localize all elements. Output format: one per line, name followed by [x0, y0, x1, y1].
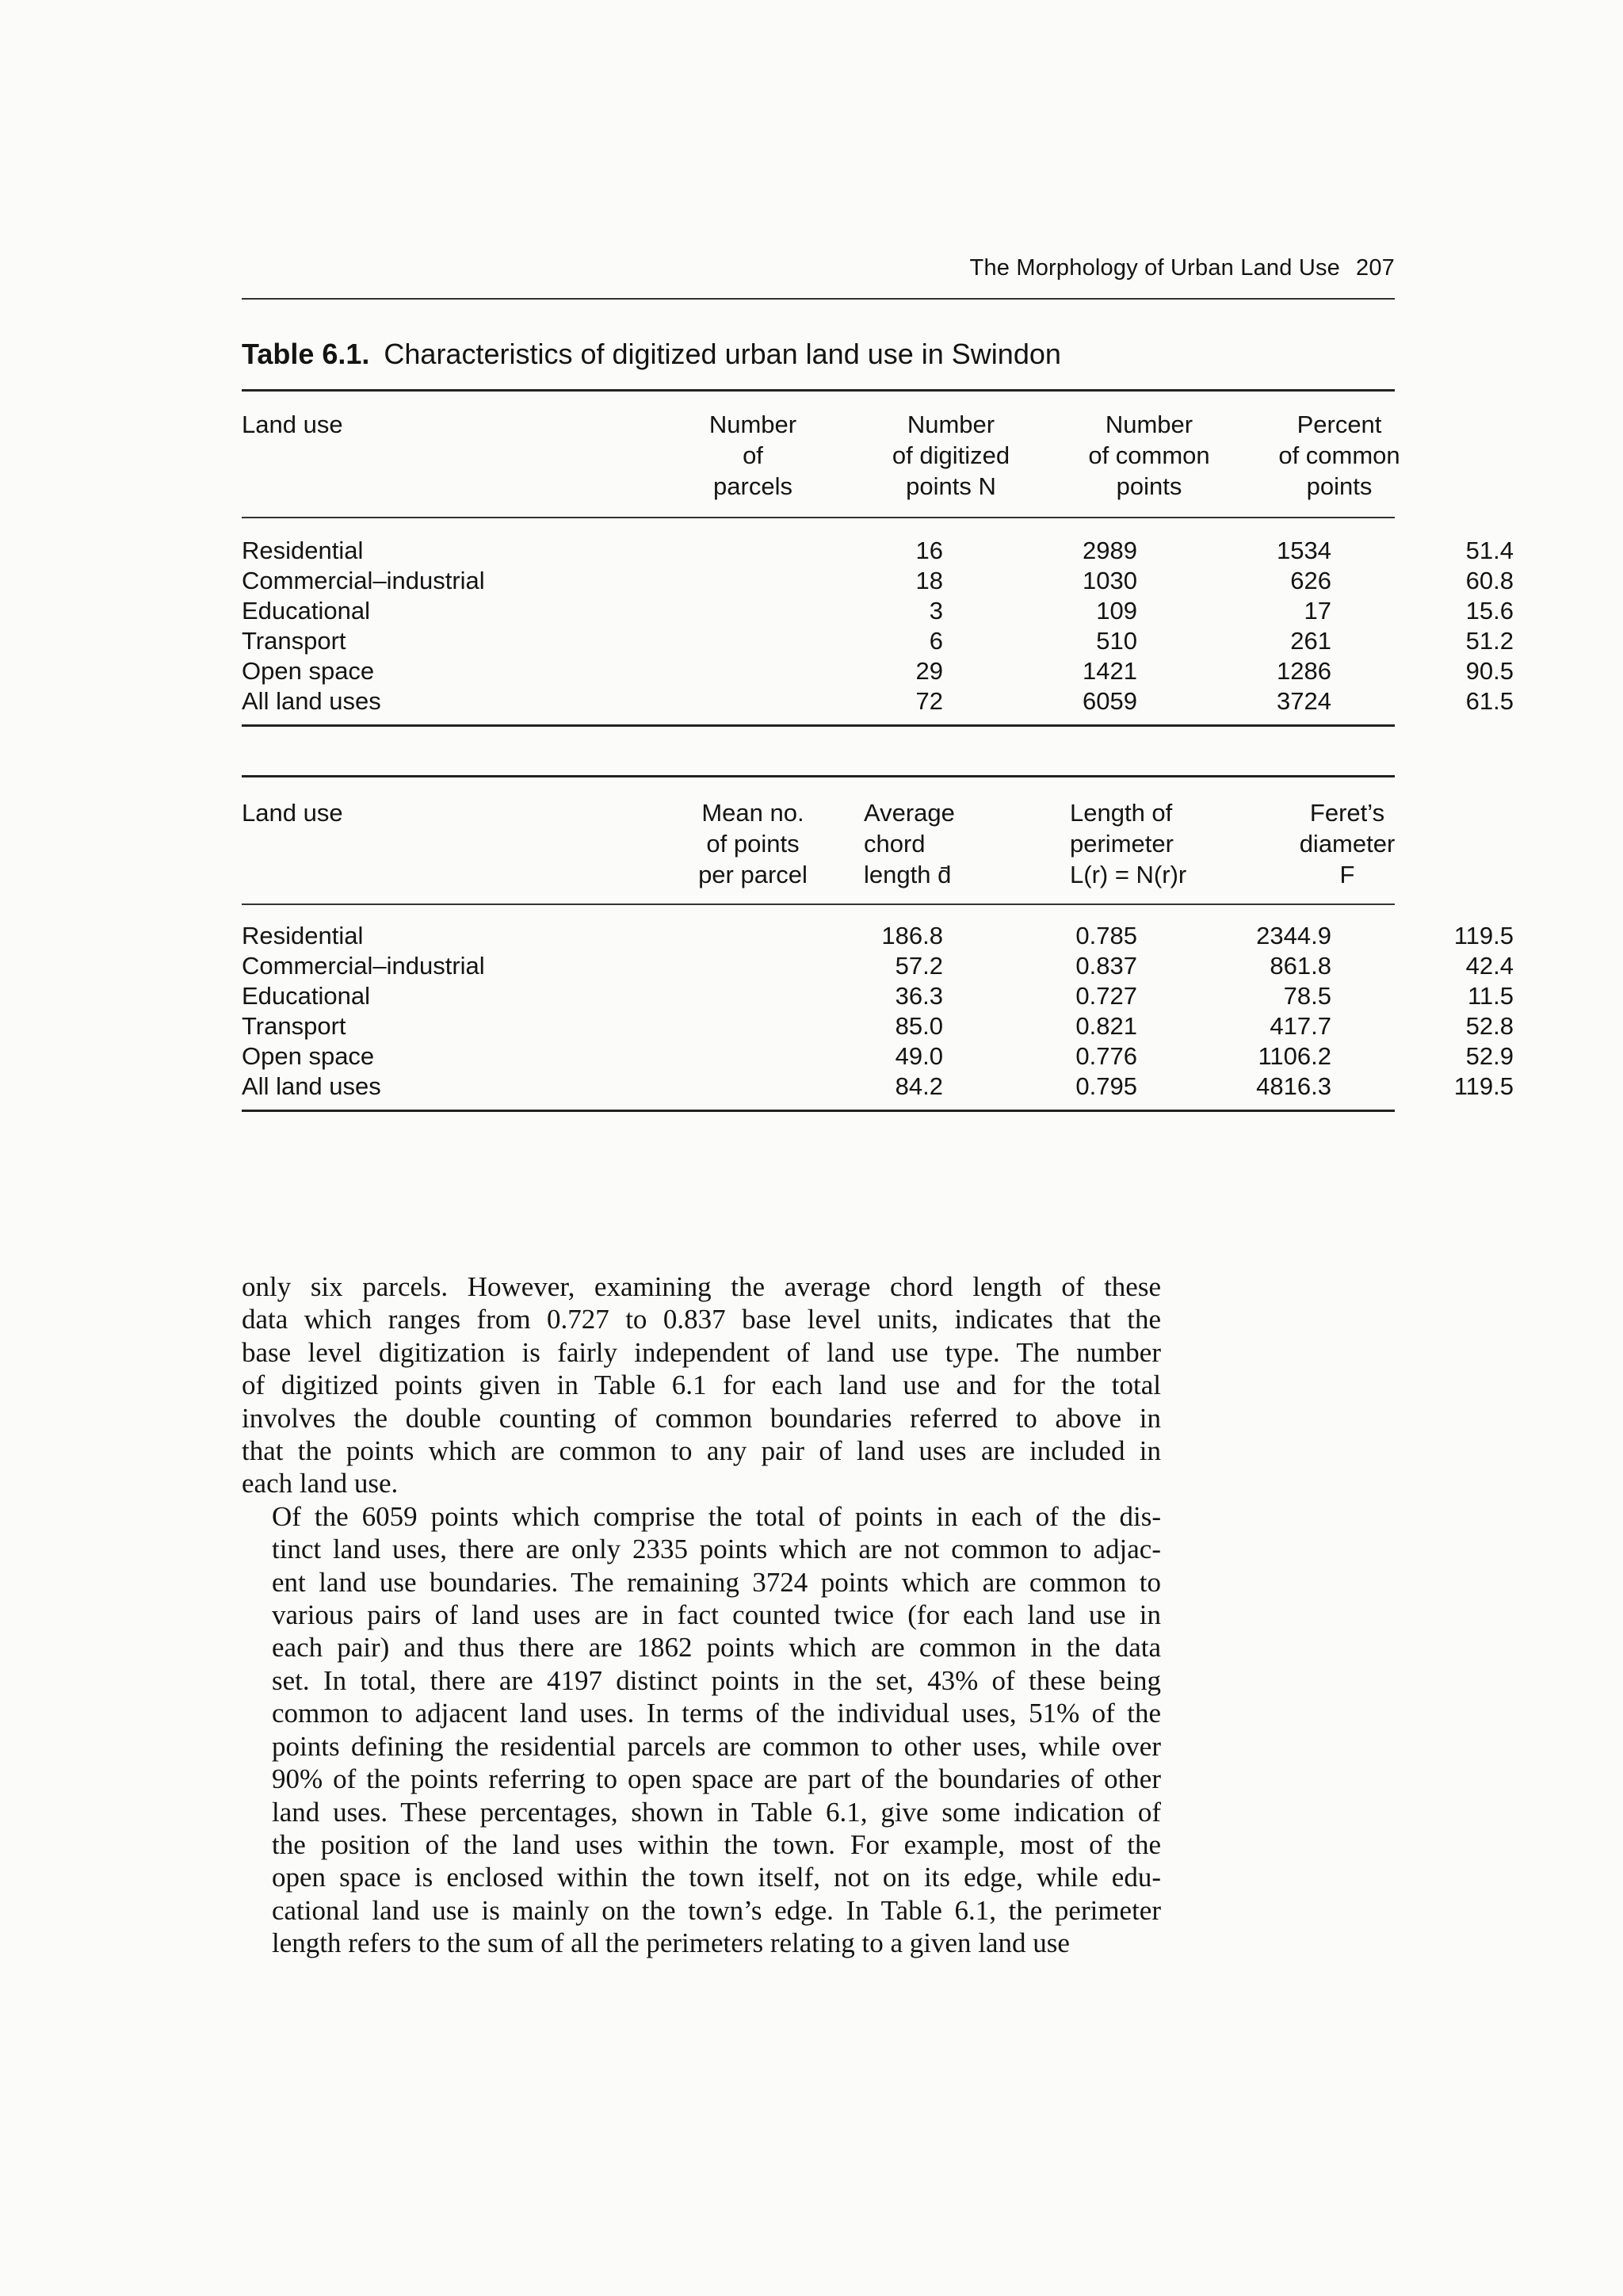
text-line: Of the 6059 points which comprise the total of points in each of the dis-: [272, 1500, 1161, 1532]
land-use-cell: All land uses: [242, 1072, 381, 1100]
table-bottom-row: [242, 1041, 1514, 1072]
land-use-cell: Transport: [242, 627, 346, 655]
table-bottom-top-rule: [242, 775, 1395, 777]
value-cell-3: 417.7: [1270, 1012, 1331, 1040]
value-cell-2: 0.776: [1075, 1042, 1137, 1070]
value-cell-4: 11.5: [1467, 982, 1514, 1010]
value-cell-4: 51.2: [1465, 627, 1514, 655]
text-line: points defining the residential parcels are common to other uses, while over: [272, 1730, 1161, 1762]
text-line: of digitized points given in Table 6.1 for each land use and for the total: [242, 1370, 1161, 1401]
value-cell-4: 52.9: [1465, 1042, 1514, 1070]
land-use-cell: Open space: [242, 657, 375, 685]
running-header-title: The Morphology of Urban Land Use: [969, 255, 1340, 281]
value-cell-1: 57.2: [895, 952, 943, 980]
value-cell-3: 261: [1290, 627, 1331, 655]
text-line: cational land use is mainly on the town’s edge. In Table 6.1, the perimeter: [272, 1894, 1161, 1926]
value-cell-1: 18: [915, 567, 943, 594]
table-top-bottom-rule: [242, 724, 1395, 727]
table-top-header-percent-common: Percent of common points: [1278, 411, 1400, 500]
value-cell-2: 2989: [1083, 537, 1137, 564]
text-line: that the points which are common to any pair of land uses are included in: [242, 1435, 1161, 1467]
table-bottom-header-chord-length: Average chord length d̄: [864, 799, 955, 888]
value-cell-3: 3724: [1277, 687, 1331, 715]
text-line: set. In total, there are 4197 distinct points in the set, 43% of these being: [272, 1664, 1161, 1696]
table-top-body: [242, 536, 1514, 716]
land-use-cell: Commercial–industrial: [242, 952, 485, 980]
value-cell-4: 119.5: [1453, 922, 1514, 949]
text-line: various pairs of land uses are in fact counted twice (for each land use in: [272, 1599, 1161, 1631]
text-line: only six parcels. However, examining the average chord length of these: [242, 1271, 1161, 1302]
value-cell-1: 49.0: [895, 1042, 943, 1070]
value-cell-3: 626: [1290, 567, 1331, 594]
value-cell-3: 17: [1304, 597, 1331, 625]
value-cell-1: 85.0: [895, 1012, 943, 1040]
value-cell-3: 1286: [1277, 657, 1331, 685]
value-cell-4: 51.4: [1465, 537, 1514, 564]
table-bottom-row: [242, 981, 1514, 1011]
value-cell-2: 0.785: [1075, 922, 1137, 949]
table-bottom-row: [242, 1011, 1514, 1041]
text-line: involves the double counting of common boundaries referred to above in: [242, 1402, 1161, 1434]
body-text: [242, 1270, 1161, 1960]
value-cell-1: 72: [915, 687, 943, 715]
value-cell-1: 6: [929, 627, 943, 655]
table-top-row: [242, 626, 1514, 656]
table-bottom-header-mean-points: Mean no. of points per parcel: [698, 799, 808, 888]
table-bottom-row: [242, 921, 1514, 951]
land-use-cell: Open space: [242, 1042, 375, 1070]
value-cell-2: 6059: [1083, 687, 1137, 715]
table-caption-label: Table 6.1.: [242, 338, 370, 370]
value-cell-4: 15.6: [1465, 597, 1514, 625]
land-use-cell: Commercial–industrial: [242, 567, 485, 594]
table-top-row: [242, 536, 1514, 566]
value-cell-2: 0.821: [1075, 1012, 1137, 1040]
table-bottom-header-perimeter: Length of perimeter L(r) = N(r)r: [1070, 799, 1187, 888]
value-cell-1: 186.8: [881, 922, 943, 949]
table-top-row: [242, 656, 1514, 686]
value-cell-2: 109: [1096, 597, 1137, 625]
value-cell-1: 3: [929, 597, 943, 625]
text-line: data which ranges from 0.727 to 0.837 base level units, indicates that the: [242, 1304, 1161, 1335]
value-cell-2: 510: [1096, 627, 1137, 655]
table-top-row: [242, 566, 1514, 596]
land-use-cell: Residential: [242, 537, 364, 564]
value-cell-3: 2344.9: [1256, 922, 1331, 949]
table-top-rule: [242, 389, 1395, 392]
land-use-cell: Transport: [242, 1012, 346, 1040]
table-bottom-bottom-rule: [242, 1110, 1395, 1112]
text-line: length refers to the sum of all the perimeters relating to a given land use: [272, 1927, 1070, 1959]
table-bottom-header-feret: Feret’s diameter F: [1299, 799, 1396, 888]
table-top-header-parcels: Number of parcels: [708, 411, 797, 500]
table-top-header-rule: [242, 517, 1395, 518]
text-line: tinct land uses, there are only 2335 points which are not common to adjac-: [272, 1534, 1161, 1565]
table-bottom-header-land-use: Land use: [242, 799, 343, 827]
text-line: the position of the land uses within the town. For example, most of the: [272, 1828, 1161, 1860]
value-cell-3: 1106.2: [1258, 1042, 1331, 1070]
running-header: [242, 255, 1395, 281]
value-cell-4: 119.5: [1453, 1072, 1514, 1100]
value-cell-3: 861.8: [1270, 952, 1331, 980]
land-use-cell: Residential: [242, 922, 364, 949]
value-cell-4: 61.5: [1465, 687, 1514, 715]
table-caption: [242, 338, 1395, 371]
land-use-cell: All land uses: [242, 687, 381, 715]
table-top-header-land-use: Land use: [242, 411, 343, 438]
text-line: land uses. These percentages, shown in Table 6.1, give some indication of: [272, 1796, 1161, 1828]
paragraph-1: [242, 1270, 1161, 1500]
text-line: common to adjacent land uses. In terms of the individual uses, 51% of the: [272, 1698, 1161, 1729]
value-cell-1: 84.2: [895, 1072, 943, 1100]
table-caption-text: Characteristics of digitized urban land use in Swindon: [384, 338, 1061, 370]
value-cell-3: 4816.3: [1256, 1072, 1331, 1100]
table-top-header-digitized-points: Number of digitized points N: [892, 411, 1010, 500]
header-rule: [242, 298, 1395, 300]
table-bottom-body: [242, 921, 1514, 1102]
value-cell-2: 0.727: [1075, 982, 1137, 1010]
value-cell-4: 52.8: [1465, 1012, 1514, 1040]
value-cell-4: 90.5: [1465, 657, 1514, 685]
table-bottom-header-rule: [242, 904, 1395, 905]
text-line: each pair) and thus there are 1862 points which are common in the data: [272, 1632, 1161, 1664]
table-top-header-common-points: Number of common points: [1088, 411, 1210, 500]
land-use-cell: Educational: [242, 597, 371, 625]
text-line: base level digitization is fairly independent of land use type. The number: [242, 1336, 1161, 1368]
paragraph-2: [242, 1500, 1161, 1960]
value-cell-2: 1421: [1083, 657, 1137, 685]
value-cell-1: 36.3: [895, 982, 943, 1010]
table-top-row: [242, 686, 1514, 716]
value-cell-4: 60.8: [1465, 567, 1514, 594]
text-line: ent land use boundaries. The remaining 3724 points which are common to: [272, 1566, 1161, 1598]
text-line: each land use.: [242, 1468, 399, 1499]
value-cell-4: 42.4: [1465, 952, 1514, 980]
table-bottom-row: [242, 1072, 1514, 1102]
value-cell-3: 78.5: [1283, 982, 1331, 1010]
value-cell-2: 0.837: [1075, 952, 1137, 980]
table-top-row: [242, 596, 1514, 626]
value-cell-3: 1534: [1277, 537, 1331, 564]
page-number: 207: [1356, 255, 1395, 281]
text-line: open space is enclosed within the town itself, not on its edge, while edu-: [272, 1862, 1161, 1893]
value-cell-1: 16: [915, 537, 943, 564]
value-cell-1: 29: [915, 657, 943, 685]
value-cell-2: 0.795: [1075, 1072, 1137, 1100]
land-use-cell: Educational: [242, 982, 371, 1010]
value-cell-2: 1030: [1083, 567, 1137, 594]
table-bottom-row: [242, 951, 1514, 981]
text-line: 90% of the points referring to open space are part of the boundaries of other: [272, 1763, 1161, 1795]
